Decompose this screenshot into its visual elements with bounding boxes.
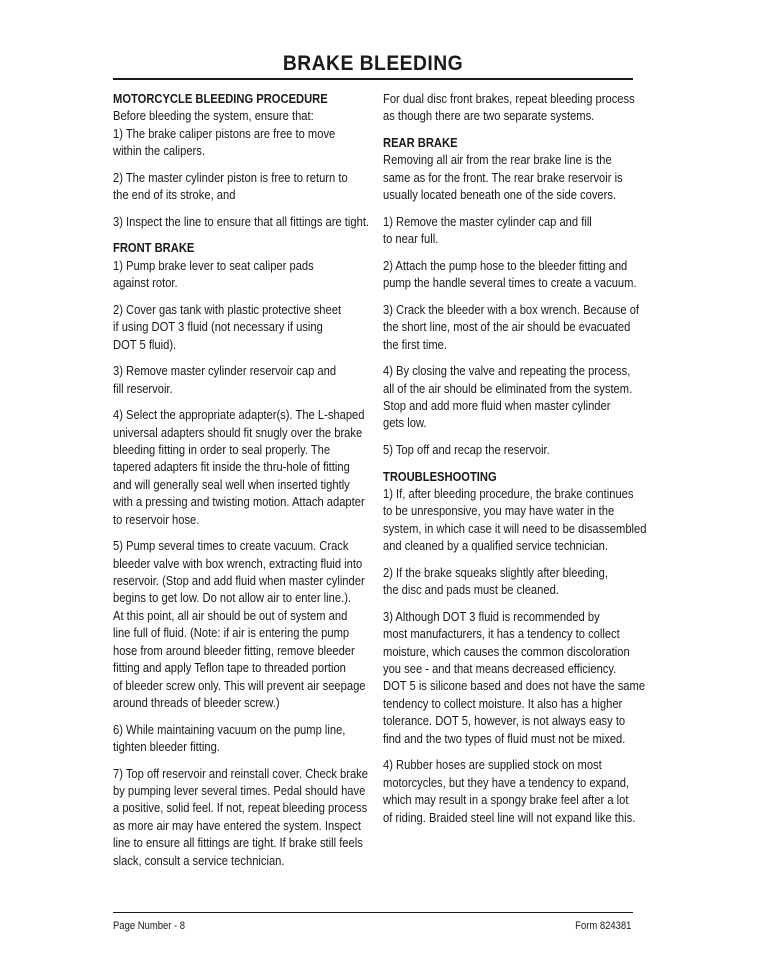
text-line: of bleeder screw only. This will prevent air seepage [113,677,366,693]
text-line: with a pressing and twisting motion. Attach adapter [113,494,365,510]
text-line: DOT 5 fluid). [113,336,177,352]
text-line: the short line, most of the air should be evacuated [383,319,631,335]
text-line: tolerance. DOT 5, however, is not always easy to [383,713,626,729]
text-line: 7) Top off reservoir and reinstall cover. Check brake [113,765,368,781]
text-line: fill reservoir. [113,380,173,396]
paragraph [113,301,368,353]
paragraph [383,257,638,292]
text-line: to reservoir hose. [113,511,200,527]
text-line: 3) Inspect the line to ensure that all fittings are tight. [113,213,370,229]
text-line: tighten bleeder fitting. [113,738,220,754]
text-line: usually located beneath one of the side covers. [383,187,617,203]
text-line: fitting and apply Teflon tape to threaded portion [113,660,346,676]
paragraph [383,362,638,432]
paragraph [113,765,368,869]
text-line: 5) Pump several times to create vacuum. Crack [113,538,349,554]
footer-page-number: Page Number - 8 [113,920,186,932]
paragraph [383,564,638,599]
footer-form-number: Form 824381 [574,920,631,932]
text-line: most manufacturers, it has a tendency to collect [383,626,620,642]
left-column [113,90,368,878]
text-line: which may result in a spongy brake feel after a lot [383,792,629,808]
footer-divider [113,912,633,913]
text-line: by pumping lever several times. Pedal should have [113,782,366,798]
page-title: BRAKE BLEEDING [282,52,464,75]
text-line: 3) Although DOT 3 fluid is recommended by [383,608,600,624]
text-line: all of the air should be eliminated from the system. [383,380,633,396]
text-line: as more air may have entered the system. Inspect [113,817,361,833]
text-line: universal adapters should fit snugly over the brake [113,424,363,440]
text-line: tendency to collect moisture. It also has a higher [383,695,623,711]
section-heading: TROUBLESHOOTING [383,468,497,484]
text-line: reservoir. (Stop and add fluid when master cylinder [113,573,365,589]
text-line: line full of fluid. (Note: if air is entering the pump [113,625,350,641]
text-line: line to ensure all fittings are tight. If brake still feels [113,835,363,851]
text-line: to near full. [383,231,439,247]
text-line: 1) Pump brake lever to seat caliper pads [113,257,314,273]
text-line: 4) Select the appropriate adapter(s). The L-shaped [113,407,365,423]
text-line: 1) If, after bleeding procedure, the brake continues [383,486,634,502]
text-line: 6) While maintaining vacuum on the pump line, [113,721,346,737]
text-line: same as for the front. The rear brake reservoir is [383,169,623,185]
text-line: Stop and add more fluid when master cylinder [383,398,611,414]
text-line: 4) By closing the valve and repeating the process, [383,363,631,379]
text-line: find and the two types of fluid must not be mixed. [383,730,626,746]
text-line: around threads of bleeder screw.) [113,694,280,710]
paragraph [383,608,646,747]
text-line: For dual disc front brakes, repeat bleeding process [383,91,635,106]
text-line: bleeding fitting in order to seal properly. The [113,442,331,458]
text-line: the end of its stroke, and [113,187,236,203]
text-line: 2) Attach the pump hose to the bleeder fitting and [383,257,628,273]
text-line: tapered adapters fit inside the thru-hole of fitting [113,459,350,475]
section-heading: REAR BRAKE [383,135,458,150]
text-line: gets low. [383,415,427,431]
text-line: begins to get low. Do not allow air to enter line.). [113,590,352,606]
text-line: to be unresponsive, you may have water in the [383,503,615,519]
text-line: the disc and pads must be cleaned. [383,582,559,598]
text-line: 1) The brake caliper pistons are free to move [113,125,336,141]
text-line: bleeder valve with box wrench, extracting fluid into [113,555,363,571]
paragraph [113,107,368,159]
paragraph [383,90,638,125]
text-line: 3) Remove master cylinder reservoir cap and [113,363,337,379]
text-line: slack, consult a service technician. [113,852,285,868]
paragraph [383,441,638,458]
text-line: 1) Remove the master cylinder cap and fill [383,213,592,229]
text-line: DOT 5 is silicone based and does not have the same [383,678,646,694]
text-line: and cleaned by a qualified service technician. [383,538,608,554]
text-line: the first time. [383,336,448,352]
paragraph [113,721,368,756]
section-heading: FRONT BRAKE [113,240,195,256]
paragraph [113,537,368,711]
text-line: if using DOT 3 fluid (not necessary if using [113,319,323,335]
text-line: 3) Crack the bleeder with a box wrench. Because of [383,301,640,317]
title-divider [113,78,633,80]
text-line: you see - and that means decreased efficiency. [383,661,617,677]
text-line: a positive, solid feel. If not, repeat bleeding process [113,800,368,816]
text-line: 2) If the brake squeaks slightly after bleeding, [383,564,608,580]
paragraph [113,257,368,292]
text-line: against rotor. [113,275,178,291]
paragraph [113,362,368,397]
text-line: pump the handle several times to create a vacuum. [383,275,637,291]
text-line: 2) The master cylinder piston is free to return to [113,169,348,185]
text-line: 5) Top off and recap the reservoir. [383,442,550,458]
text-line: motorcycles, but they have a tendency to expand, [383,774,630,790]
paragraph [383,151,638,203]
text-line: hose from around bleeder fitting, remove bleeder [113,642,355,658]
text-line: Before bleeding the system, ensure that: [113,108,314,124]
paragraph [383,301,638,353]
paragraph [113,406,368,528]
text-line: and will generally seal well when inserted tightly [113,476,350,492]
text-line: moisture, which causes the common discoloration [383,643,630,659]
text-line: within the calipers. [113,143,205,159]
paragraph [383,485,647,555]
paragraph [113,213,368,230]
paragraph [383,213,638,248]
text-line: 4) Rubber hoses are supplied stock on most [383,757,602,773]
section-heading: MOTORCYCLE BLEEDING PROCEDURE [113,91,328,106]
right-column [383,90,647,835]
text-line: of riding. Braided steel line will not expand like this. [383,809,636,825]
text-line: Removing all air from the rear brake line is the [383,152,612,168]
paragraph [113,169,368,204]
text-line: 2) Cover gas tank with plastic protective sheet [113,301,342,317]
paragraph [383,756,638,826]
text-line: At this point, all air should be out of system and [113,607,348,623]
text-line: system, in which case it will need to be disassembled [383,520,647,536]
text-line: as though there are two separate systems. [383,108,595,124]
